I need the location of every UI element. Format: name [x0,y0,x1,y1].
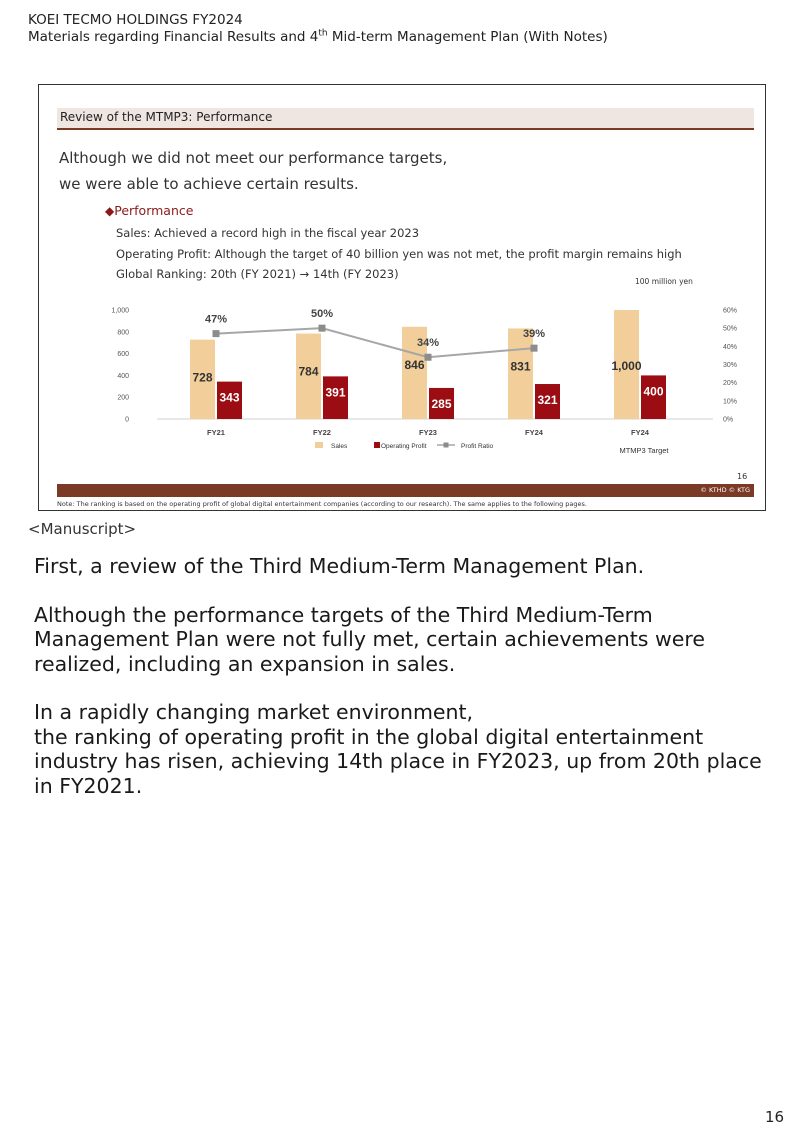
slide-headline [59,145,447,197]
y-left-tick-label: 800 [117,329,129,337]
legend-operating-profit-swatch [374,442,380,448]
sales-data-label: 728 [192,370,213,385]
page-number: 16 [765,1108,785,1126]
y-right-tick-label: 30% [723,362,738,369]
x-category-label: FY21 [207,428,225,437]
y-left-tick-label: 1,000 [111,307,129,315]
x-category-label: FY24 [525,428,543,437]
diamond-bullet-icon: ◆ [105,204,115,218]
y-right-tick-label: 60% [723,307,738,315]
section-label: Performance [114,203,194,218]
sales-data-label: 784 [298,364,319,379]
manuscript-paragraph: First, a review of the Third Medium-Term Management Plan. [34,554,645,578]
target-caption: MTMP3 Target [619,446,669,455]
profit-ratio-line [216,328,534,357]
profit-ratio-marker [531,345,538,352]
slide-page-number: 16 [737,472,748,481]
y-right-tick-label: 10% [723,398,738,406]
profit-ratio-marker [213,330,220,337]
profit-ratio-data-label: 47% [204,313,228,326]
document-subtitle [28,29,608,46]
y-left-tick-label: 600 [117,351,129,359]
y-right-tick-label: 50% [723,325,738,333]
profit-ratio-data-label: 50% [310,308,334,321]
sales-bar [508,328,533,419]
bullet-sales: Sales: Achieved a record high in the fiscal year 2023 [116,226,420,240]
legend-operating-profit-label: Operating Profit [381,443,427,450]
headline-line-1: Although we did not meet our performance targets, [59,149,448,167]
legend-sales-swatch [315,442,323,448]
bullet-global-ranking: Global Ranking: 20th (FY 2021) → 14th (FY 2023) [116,267,399,281]
legend-sales-label: Sales [331,443,348,450]
subtitle-superscript: th [318,28,328,39]
manuscript-paragraph: In a rapidly changing market environment, the ranking of operating profit in the global digital entertainment industry has risen, achieving 14th place in FY2023, up from 20th place in FY2021. [34,700,762,798]
y-right-tick-label: 0% [723,416,734,424]
legend-profit-ratio-marker [444,443,449,448]
manuscript-paragraph: Although the performance targets of the Third Medium-Term Management Plan were not fully met, certain achievements were realized, including an expansion in sales. [34,602,705,676]
y-right-tick-label: 20% [723,380,738,388]
slide [38,84,766,511]
x-category-label: FY24 [631,428,649,437]
operating-profit-data-label: 400 [643,384,664,399]
section-heading [105,203,193,218]
sales-data-label: 831 [510,359,531,374]
legend-profit-ratio-label: Profit Ratio [461,443,494,450]
x-category-label: FY23 [419,428,437,437]
slide-title-bar [57,108,754,130]
profit-ratio-data-label: 39% [522,328,546,341]
unit-note: 100 million yen [635,277,693,286]
slide-footnote: Note: The ranking is based on the operating profit of global digital entertainment companies (according to our research). The same applies to the following pages. [57,500,587,508]
profit-ratio-marker [425,354,432,361]
operating-profit-data-label: 285 [431,396,452,411]
manuscript-label: <Manuscript> [28,520,137,538]
sales-data-label: 1,000 [611,359,642,373]
y-left-tick-label: 200 [117,394,129,402]
x-category-label: FY22 [313,428,331,437]
slide-footer-bar [57,484,754,497]
slide-title: Review of the MTMP3: Performance [60,110,273,124]
headline-line-2: we were able to achieve certain results. [59,175,359,193]
document-title: KOEI TECMO HOLDINGS FY2024 [28,12,243,28]
bullet-operating-profit: Operating Profit: Although the target of 40 billion yen was not met, the profit margin remains high [116,246,682,261]
profit-ratio-marker [319,325,326,332]
subtitle-text: Materials regarding Financial Results and 4 [28,29,319,45]
manuscript-body [34,554,774,822]
bullet-list [116,223,682,285]
operating-profit-data-label: 391 [325,385,346,400]
y-right-tick-label: 40% [723,343,738,351]
y-left-tick-label: 400 [117,372,129,380]
profit-ratio-data-label: 34% [416,337,440,350]
performance-chart [83,293,738,463]
y-left-tick-label: 0 [125,416,129,424]
operating-profit-data-label: 343 [219,390,240,405]
document-header [28,12,608,46]
sales-data-label: 846 [404,357,425,372]
subtitle-text-end: Mid-term Management Plan (With Notes) [327,29,608,45]
copyright-text: © KTHD © KTG [700,486,750,494]
operating-profit-data-label: 321 [537,393,558,408]
